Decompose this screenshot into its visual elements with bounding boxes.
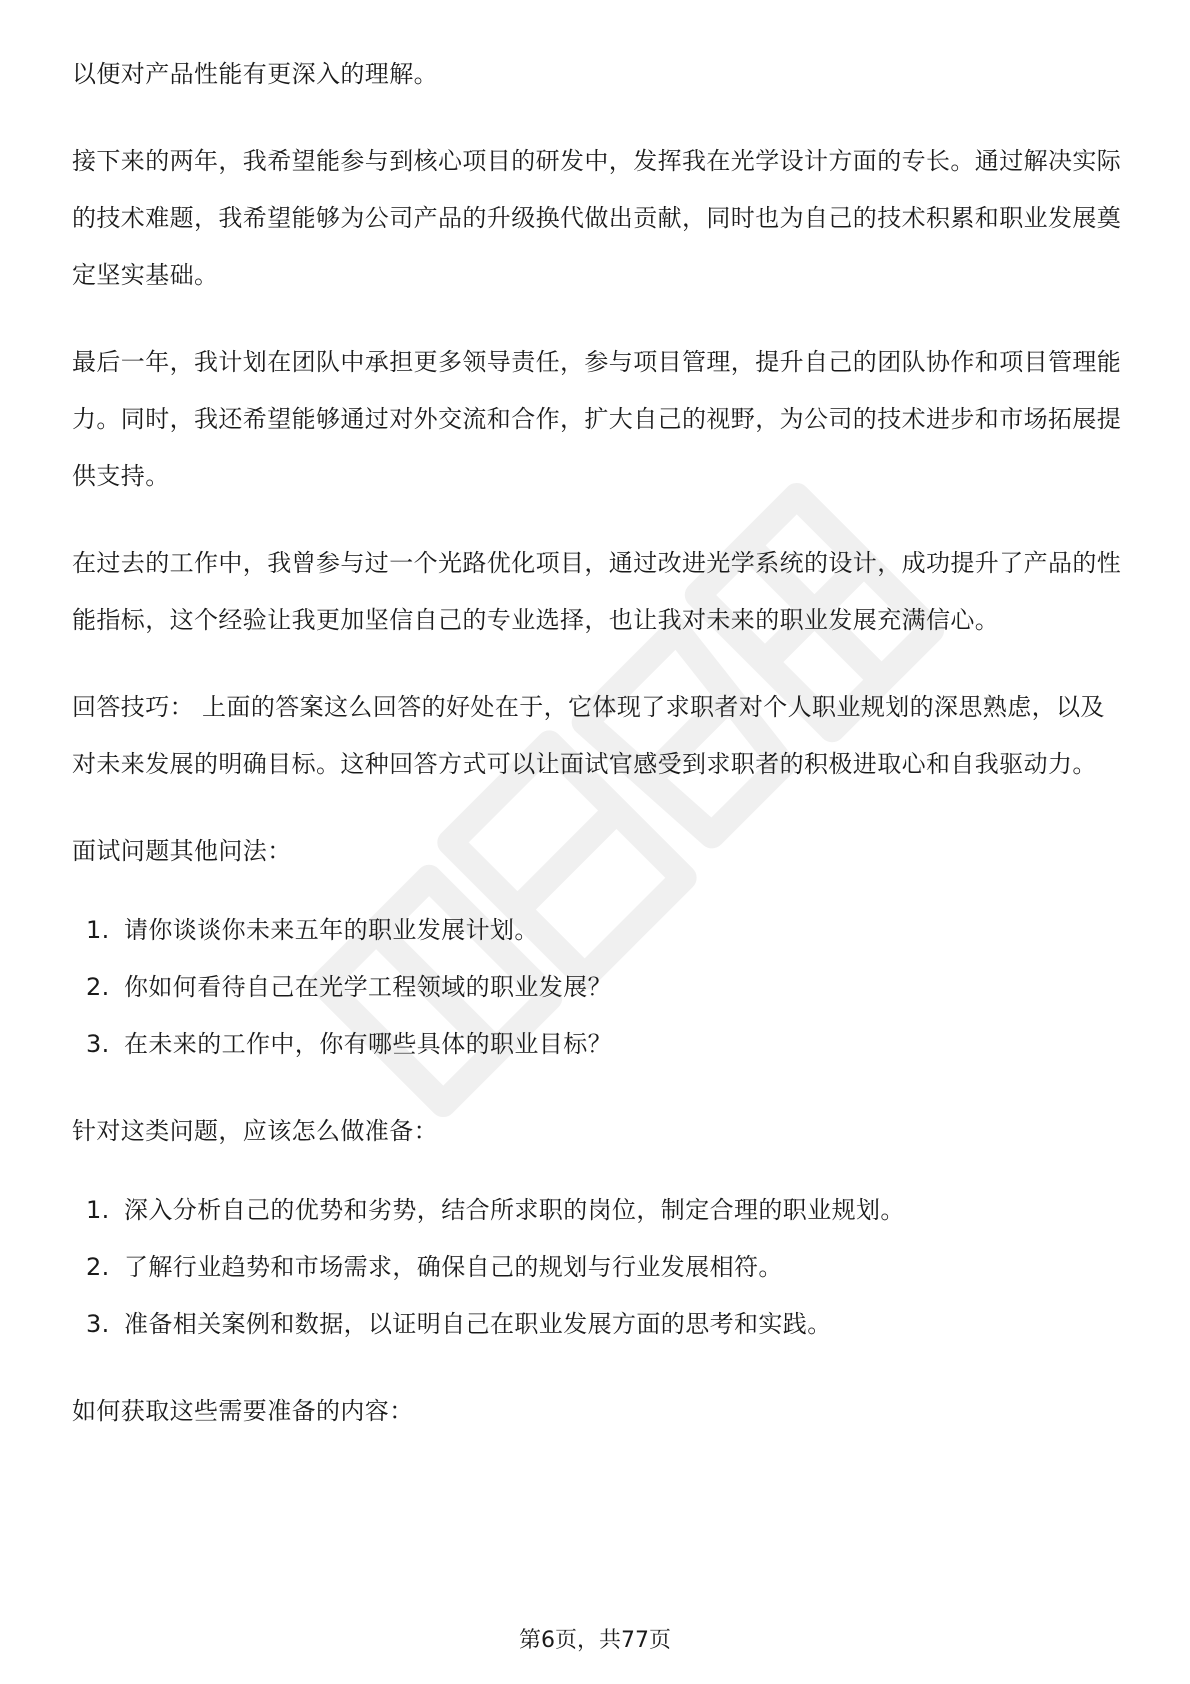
list-item-text: 请你谈谈你未来五年的职业发展计划。 [124,916,539,944]
list-item [72,1296,1122,1353]
paragraph: 以便对产品性能有更深入的理解。 [72,60,438,88]
list-item-text: 了解行业趋势和市场需求，确保自己的规划与行业发展相符。 [124,1253,783,1281]
paragraph: 接下来的两年，我希望能参与到核心项目的研发中，发挥我在光学设计方面的专长。通过解决实际的技术难题，我希望能够为公司产品的升级换代做出贡献，同时也为自己的技术积累和职业发展奠定坚实基础。 [72,147,1122,289]
list-item [72,1239,1122,1296]
list-item-text: 准备相关案例和数据，以证明自己在职业发展方面的思考和实践。 [124,1310,832,1338]
preparation-heading: 针对这类问题，应该怎么做准备： [72,1117,438,1145]
list-number: 1. [86,1196,110,1224]
list-number: 1. [86,916,110,944]
closing-heading: 如何获取这些需要准备的内容： [72,1397,414,1425]
list-number: 3. [86,1310,110,1338]
other-questions-heading: 面试问题其他问法： [72,837,292,865]
list-item [72,1182,1122,1239]
list-number: 2. [86,973,110,1001]
preparation-list [72,1182,1122,1353]
list-item [72,902,1122,959]
page-number: 第6页，共77页 [519,1628,671,1653]
paragraph: 在过去的工作中，我曾参与过一个光路优化项目，通过改进光学系统的设计，成功提升了产品的性能指标，这个经验让我更加坚信自己的专业选择，也让我对未来的职业发展充满信心。 [72,549,1122,634]
list-item [72,959,1122,1016]
list-item-text: 深入分析自己的优势和劣势，结合所求职的岗位，制定合理的职业规划。 [124,1196,905,1224]
other-questions-list [72,902,1122,1073]
list-item-text: 在未来的工作中，你有哪些具体的职业目标？ [124,1030,612,1058]
list-item [72,1016,1122,1073]
list-item-text: 你如何看待自己在光学工程领域的职业发展？ [124,973,612,1001]
answer-tips-paragraph: 回答技巧： 上面的答案这么回答的好处在于，它体现了求职者对个人职业规划的深思熟虑，以及对未来发展的明确目标。这种回答方式可以让面试官感受到求职者的积极进取心和自我驱动力。 [72,693,1105,778]
document-body [72,46,1122,1470]
list-number: 2. [86,1253,110,1281]
paragraph: 最后一年，我计划在团队中承担更多领导责任，参与项目管理，提升自己的团队协作和项目管理能力。同时，我还希望能够通过对外交流和合作，扩大自己的视野，为公司的技术进步和市场拓展提供支持。 [72,348,1122,490]
list-number: 3. [86,1030,110,1058]
